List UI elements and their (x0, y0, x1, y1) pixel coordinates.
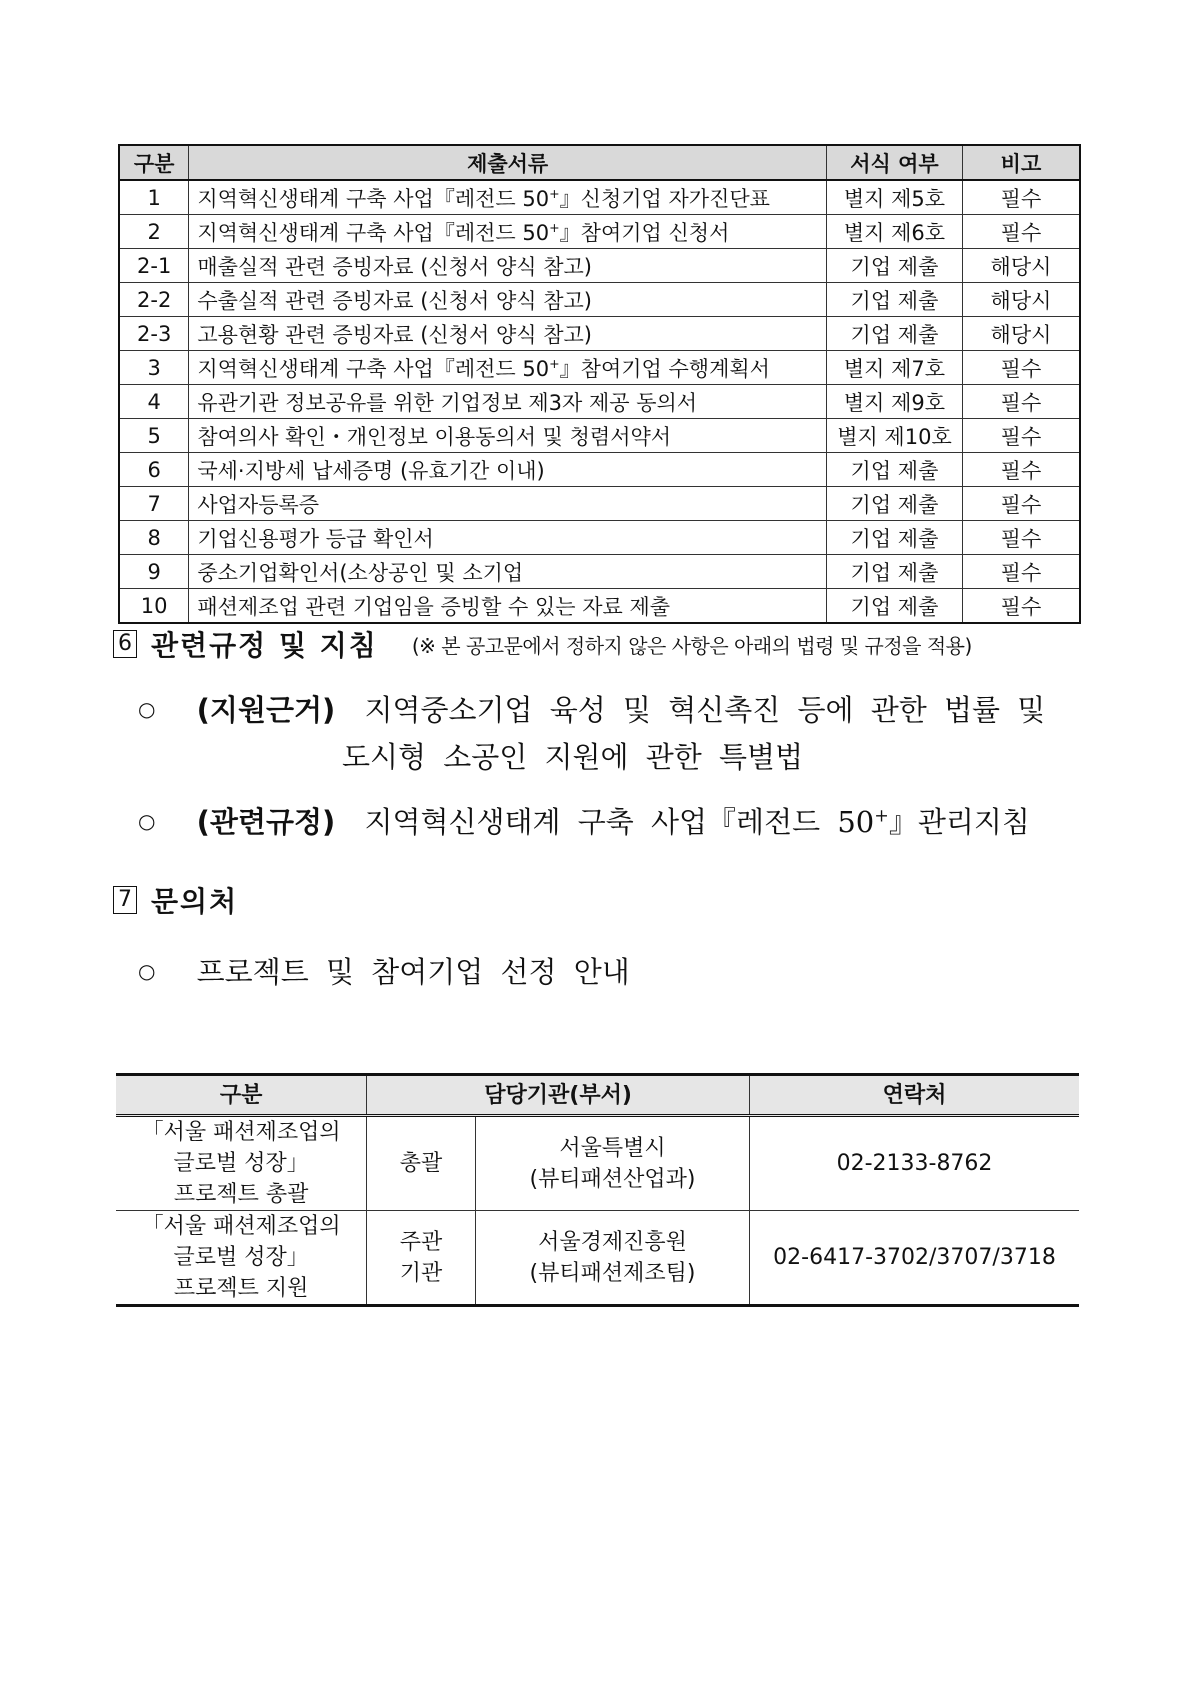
requirement-note: 필수 (962, 521, 1080, 555)
requirement-note: 해당시 (962, 249, 1080, 283)
section-7-title: 문의처 (151, 885, 239, 918)
header-note: 비고 (962, 145, 1080, 180)
contact-bullet (138, 950, 630, 991)
table-row (119, 419, 1080, 453)
contact-header-row (116, 1075, 1079, 1116)
document-name: 고용현황 관련 증빙자료 (신청서 양식 참고) (189, 317, 827, 351)
org-name: 서울경제진흥원 (뷰티패션제조팀) (475, 1211, 749, 1306)
form-type: 기업 제출 (826, 453, 962, 487)
table-row (119, 180, 1080, 215)
row-number: 8 (119, 521, 189, 555)
form-type: 별지 제9호 (826, 385, 962, 419)
table-row (119, 555, 1080, 589)
form-type: 별지 제6호 (826, 215, 962, 249)
form-type: 기업 제출 (826, 589, 962, 624)
header-form: 서식 여부 (826, 145, 962, 180)
project-category: 「서울 패션제조업의 글로벌 성장」 프로젝트 총괄 (116, 1116, 367, 1211)
section-6-title: 관련규정 및 지침 (151, 629, 378, 662)
row-number: 4 (119, 385, 189, 419)
requirement-note: 해당시 (962, 283, 1080, 317)
form-type: 기업 제출 (826, 487, 962, 521)
org-role: 총괄 (367, 1116, 476, 1211)
contact-number: 02-6417-3702/3707/3718 (750, 1211, 1079, 1306)
requirement-note: 필수 (962, 385, 1080, 419)
form-type: 별지 제5호 (826, 180, 962, 215)
basis-label: (지원근거) (196, 693, 336, 727)
requirement-note: 필수 (962, 487, 1080, 521)
submission-documents-table (118, 144, 1081, 624)
table-row (119, 385, 1080, 419)
document-name: 중소기업확인서(소상공인 및 소기업 (189, 555, 827, 589)
contact-table-body (116, 1116, 1079, 1306)
project-category: 「서울 패션제조업의 글로벌 성장」 프로젝트 지원 (116, 1211, 367, 1306)
document-name: 사업자등록증 (189, 487, 827, 521)
requirement-note: 필수 (962, 453, 1080, 487)
form-type: 별지 제7호 (826, 351, 962, 385)
regulation-bullet (138, 800, 1030, 841)
document-name: 지역혁신생태계 구축 사업『레전드 50+』참여기업 신청서 (189, 215, 827, 249)
section-6-number: 6 (113, 630, 137, 658)
form-type: 기업 제출 (826, 283, 962, 317)
table-row (119, 249, 1080, 283)
requirement-note: 필수 (962, 180, 1080, 215)
table-row (116, 1211, 1079, 1306)
table-row (119, 215, 1080, 249)
basis-text-line1: 지역중소기업 육성 및 혁신촉진 등에 관한 법률 및 (364, 693, 1046, 727)
basis-text-line2: 도시형 소공인 지원에 관한 특별법 (342, 740, 804, 774)
requirement-note: 필수 (962, 215, 1080, 249)
document-name: 지역혁신생태계 구축 사업『레전드 50+』신청기업 자가진단표 (189, 180, 827, 215)
row-number: 2 (119, 215, 189, 249)
row-number: 3 (119, 351, 189, 385)
row-number: 2-3 (119, 317, 189, 351)
basis-bullet (138, 688, 1045, 729)
row-number: 1 (119, 180, 189, 215)
document-name: 지역혁신생태계 구축 사업『레전드 50+』참여기업 수행계획서 (189, 351, 827, 385)
form-type: 기업 제출 (826, 521, 962, 555)
table-row (119, 453, 1080, 487)
row-number: 7 (119, 487, 189, 521)
contact-table (116, 1073, 1079, 1307)
contact-header-contact: 연락처 (750, 1075, 1079, 1116)
document-name: 국세·지방세 납세증명 (유효기간 이내) (189, 453, 827, 487)
document-name: 유관기관 정보공유를 위한 기업정보 제3자 제공 동의서 (189, 385, 827, 419)
table-row (119, 283, 1080, 317)
contact-number: 02-2133-8762 (750, 1116, 1079, 1211)
section-6-note: (※ 본 공고문에서 정하지 않은 사항은 아래의 법령 및 규정을 적용) (411, 633, 972, 658)
table-header-row (119, 145, 1080, 180)
row-number: 2-1 (119, 249, 189, 283)
row-number: 2-2 (119, 283, 189, 317)
submission-documents-body (119, 180, 1080, 623)
document-name: 참여의사 확인・개인정보 이용동의서 및 청렴서약서 (189, 419, 827, 453)
requirement-note: 필수 (962, 419, 1080, 453)
regulation-label: (관련규정) (196, 805, 336, 839)
document-name: 기업신용평가 등급 확인서 (189, 521, 827, 555)
table-row (116, 1116, 1079, 1211)
contact-bullet-text: 프로젝트 및 참여기업 선정 안내 (196, 955, 630, 989)
header-no: 구분 (119, 145, 189, 180)
form-type: 기업 제출 (826, 555, 962, 589)
section-7-number: 7 (113, 886, 137, 914)
document-name: 패션제조업 관련 기업임을 증빙할 수 있는 자료 제출 (189, 589, 827, 624)
bullet-circle: ○ (138, 809, 156, 833)
table-row (119, 589, 1080, 624)
form-type: 기업 제출 (826, 249, 962, 283)
document-name: 매출실적 관련 증빙자료 (신청서 양식 참고) (189, 249, 827, 283)
requirement-note: 필수 (962, 555, 1080, 589)
org-role: 주관 기관 (367, 1211, 476, 1306)
bullet-circle: ○ (138, 959, 156, 983)
requirement-note: 필수 (962, 351, 1080, 385)
document-name: 수출실적 관련 증빙자료 (신청서 양식 참고) (189, 283, 827, 317)
table-row (119, 317, 1080, 351)
regulation-text: 지역혁신생태계 구축 사업『레전드 50+』관리지침 (364, 805, 1030, 839)
bullet-circle: ○ (138, 697, 156, 721)
contact-header-category: 구분 (116, 1075, 367, 1116)
form-type: 기업 제출 (826, 317, 962, 351)
contact-header-org: 담당기관(부서) (367, 1075, 750, 1116)
table-row (119, 351, 1080, 385)
section-7-heading (113, 880, 238, 920)
row-number: 10 (119, 589, 189, 624)
requirement-note: 필수 (962, 589, 1080, 624)
table-row (119, 487, 1080, 521)
row-number: 9 (119, 555, 189, 589)
section-6-heading (113, 624, 972, 664)
requirement-note: 해당시 (962, 317, 1080, 351)
header-document-name: 제출서류 (189, 145, 827, 180)
row-number: 6 (119, 453, 189, 487)
row-number: 5 (119, 419, 189, 453)
form-type: 별지 제10호 (826, 419, 962, 453)
org-name: 서울특별시 (뷰티패션산업과) (475, 1116, 749, 1211)
table-row (119, 521, 1080, 555)
